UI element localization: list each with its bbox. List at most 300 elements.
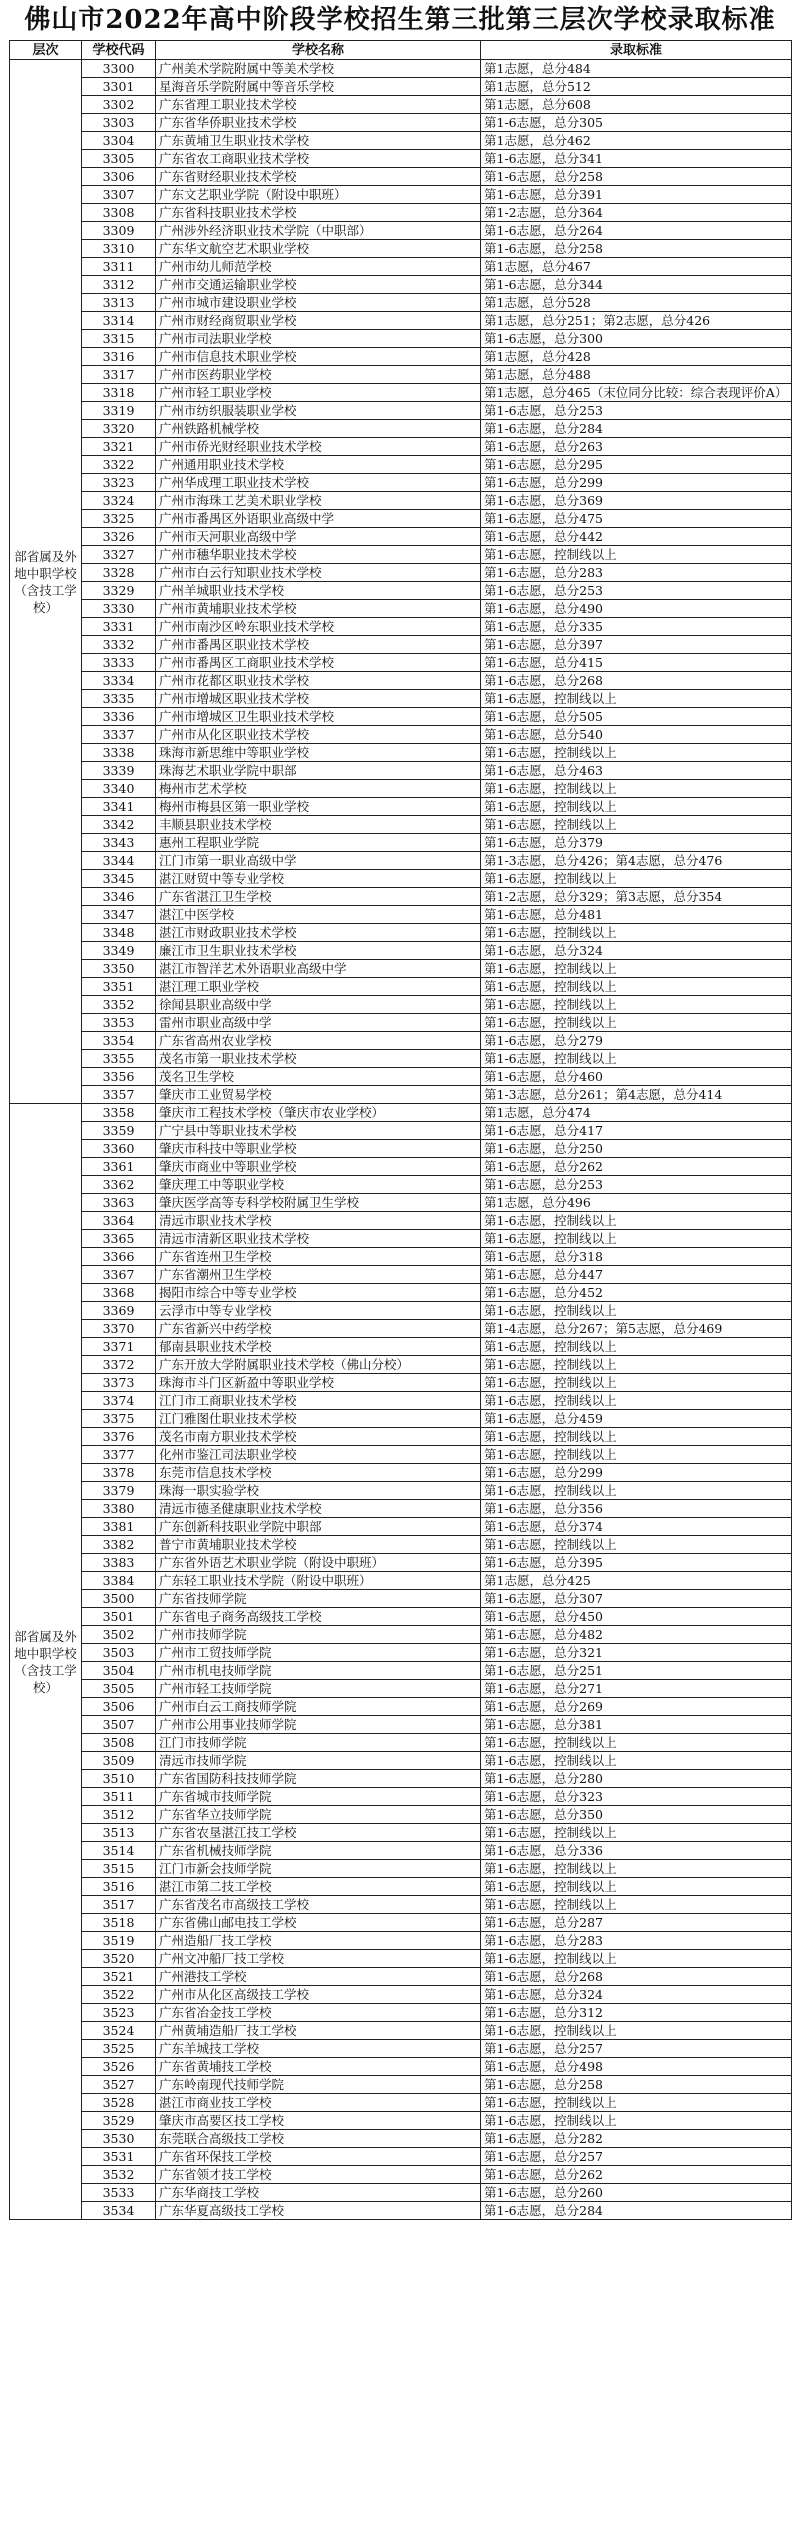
admission-standard: 第1-6志愿，总分463	[481, 762, 792, 780]
school-name: 清远市清新区职业技术学校	[156, 1230, 481, 1248]
school-code: 3373	[82, 1374, 156, 1392]
school-code: 3322	[82, 456, 156, 474]
table-row	[10, 1824, 792, 1842]
school-code: 3300	[82, 60, 156, 78]
school-name: 广州市增城区职业技术学校	[156, 690, 481, 708]
table-row	[10, 1878, 792, 1896]
school-name: 广州黄埔造船厂技工学校	[156, 2022, 481, 2040]
admission-table	[9, 40, 792, 2220]
admission-standard: 第1-6志愿，总分505	[481, 708, 792, 726]
school-code: 3344	[82, 852, 156, 870]
admission-standard: 第1-6志愿，总分268	[481, 1968, 792, 1986]
admission-standard: 第1-6志愿，控制线以上	[481, 870, 792, 888]
school-name: 广州港技工学校	[156, 1968, 481, 1986]
table-row	[10, 1518, 792, 1536]
school-name: 广州市花都区职业技术学校	[156, 672, 481, 690]
school-code: 3356	[82, 1068, 156, 1086]
school-name: 广州文冲船厂技工学校	[156, 1950, 481, 1968]
school-name: 广州市海珠工艺美术职业学校	[156, 492, 481, 510]
admission-standard: 第1-6志愿，总分344	[481, 276, 792, 294]
school-code: 3381	[82, 1518, 156, 1536]
school-code: 3372	[82, 1356, 156, 1374]
school-code: 3307	[82, 186, 156, 204]
school-code: 3376	[82, 1428, 156, 1446]
table-row	[10, 762, 792, 780]
admission-standard: 第1-6志愿，控制线以上	[481, 1230, 792, 1248]
admission-standard: 第1-6志愿，总分257	[481, 2148, 792, 2166]
school-code: 3319	[82, 402, 156, 420]
school-code: 3331	[82, 618, 156, 636]
school-name: 广东省理工职业技术学校	[156, 96, 481, 114]
table-row	[10, 1626, 792, 1644]
school-code: 3375	[82, 1410, 156, 1428]
table-row	[10, 1914, 792, 1932]
school-code: 3370	[82, 1320, 156, 1338]
table-row	[10, 150, 792, 168]
school-name: 广州市机电技师学院	[156, 1662, 481, 1680]
school-code: 3368	[82, 1284, 156, 1302]
admission-standard: 第1-6志愿，总分450	[481, 1608, 792, 1626]
school-code: 3511	[82, 1788, 156, 1806]
table-row	[10, 1734, 792, 1752]
school-name: 广东羊城技工学校	[156, 2040, 481, 2058]
school-name: 湛江市财政职业技术学校	[156, 924, 481, 942]
admission-standard: 第1-6志愿，总分335	[481, 618, 792, 636]
school-code: 3339	[82, 762, 156, 780]
school-name: 雷州市职业高级中学	[156, 1014, 481, 1032]
table-row	[10, 978, 792, 996]
school-name: 广东省电子商务高级技工学校	[156, 1608, 481, 1626]
admission-standard: 第1-6志愿，总分264	[481, 222, 792, 240]
admission-standard: 第1-6志愿，控制线以上	[481, 1446, 792, 1464]
admission-standard: 第1-6志愿，控制线以上	[481, 1302, 792, 1320]
table-row	[10, 672, 792, 690]
school-code: 3326	[82, 528, 156, 546]
school-name: 星海音乐学院附属中等音乐学校	[156, 78, 481, 96]
admission-standard: 第1-6志愿，总分305	[481, 114, 792, 132]
admission-standard: 第1-6志愿，总分481	[481, 906, 792, 924]
table-row	[10, 942, 792, 960]
admission-standard: 第1-6志愿，控制线以上	[481, 1824, 792, 1842]
school-code: 3337	[82, 726, 156, 744]
school-code: 3367	[82, 1266, 156, 1284]
school-code: 3330	[82, 600, 156, 618]
admission-standard: 第1-6志愿，控制线以上	[481, 1482, 792, 1500]
school-name: 广州市侨光财经职业技术学校	[156, 438, 481, 456]
school-name: 茂名市南方职业技术学校	[156, 1428, 481, 1446]
table-row	[10, 330, 792, 348]
table-row	[10, 1644, 792, 1662]
table-row	[10, 1014, 792, 1032]
school-name: 广州通用职业技术学校	[156, 456, 481, 474]
admission-standard: 第1-3志愿，总分261；第4志愿，总分414	[481, 1086, 792, 1104]
school-name: 广东岭南现代技师学院	[156, 2076, 481, 2094]
school-name: 广东华商技工学校	[156, 2184, 481, 2202]
school-name: 清远市德圣健康职业技术学校	[156, 1500, 481, 1518]
admission-standard: 第1-6志愿，总分271	[481, 1680, 792, 1698]
table-row	[10, 2202, 792, 2220]
school-name: 肇庆市科技中等职业学校	[156, 1140, 481, 1158]
school-name: 广东省领才技工学校	[156, 2166, 481, 2184]
school-name: 广东省外语艺术职业学院（附设中职班）	[156, 1554, 481, 1572]
school-name: 江门雅图仕职业技术学校	[156, 1410, 481, 1428]
school-name: 云浮市中等专业学校	[156, 1302, 481, 1320]
admission-standard: 第1-6志愿，总分498	[481, 2058, 792, 2076]
school-code: 3304	[82, 132, 156, 150]
admission-standard: 第1-6志愿，总分350	[481, 1806, 792, 1824]
school-code: 3358	[82, 1104, 156, 1122]
admission-standard: 第1-6志愿，控制线以上	[481, 2094, 792, 2112]
school-name: 广州市幼儿师范学校	[156, 258, 481, 276]
admission-standard: 第1-6志愿，总分369	[481, 492, 792, 510]
table-row	[10, 1338, 792, 1356]
school-name: 广州市南沙区岭东职业技术学校	[156, 618, 481, 636]
admission-standard: 第1-6志愿，总分324	[481, 1986, 792, 2004]
admission-standard: 第1-6志愿，总分381	[481, 1716, 792, 1734]
school-name: 广州市白云工商技师学院	[156, 1698, 481, 1716]
table-row	[10, 60, 792, 78]
school-name: 茂名市第一职业技术学校	[156, 1050, 481, 1068]
document-title: 佛山市2022年高中阶段学校招生第三批第三层次学校录取标准	[24, 5, 776, 35]
school-code: 3510	[82, 1770, 156, 1788]
table-row	[10, 600, 792, 618]
table-row	[10, 312, 792, 330]
school-name: 广东华夏高级技工学校	[156, 2202, 481, 2220]
table-row	[10, 2022, 792, 2040]
school-name: 肇庆市商业中等职业学校	[156, 1158, 481, 1176]
school-code: 3314	[82, 312, 156, 330]
admission-standard: 第1-6志愿，总分283	[481, 564, 792, 582]
school-code: 3509	[82, 1752, 156, 1770]
school-code: 3515	[82, 1860, 156, 1878]
table-row	[10, 132, 792, 150]
school-code: 3533	[82, 2184, 156, 2202]
admission-standard: 第1-6志愿，总分257	[481, 2040, 792, 2058]
admission-standard: 第1-6志愿，总分417	[481, 1122, 792, 1140]
admission-standard: 第1-4志愿，总分267；第5志愿，总分469	[481, 1320, 792, 1338]
school-code: 3531	[82, 2148, 156, 2166]
admission-standard: 第1志愿，总分428	[481, 348, 792, 366]
admission-standard: 第1-6志愿，总分284	[481, 420, 792, 438]
admission-standard: 第1-6志愿，总分460	[481, 1068, 792, 1086]
admission-standard: 第1-6志愿，总分295	[481, 456, 792, 474]
school-name: 广东创新科技职业学院中职部	[156, 1518, 481, 1536]
table-row	[10, 1230, 792, 1248]
admission-standard: 第1-6志愿，控制线以上	[481, 1356, 792, 1374]
table-body	[10, 60, 792, 2220]
school-code: 3528	[82, 2094, 156, 2112]
admission-standard: 第1-6志愿，总分391	[481, 186, 792, 204]
admission-standard: 第1-6志愿，控制线以上	[481, 1392, 792, 1410]
school-name: 广东省潮州卫生学校	[156, 1266, 481, 1284]
school-name: 清远市职业技术学校	[156, 1212, 481, 1230]
admission-standard: 第1-6志愿，控制线以上	[481, 1896, 792, 1914]
table-row	[10, 906, 792, 924]
school-code: 3336	[82, 708, 156, 726]
admission-standard: 第1-6志愿，总分482	[481, 1626, 792, 1644]
school-code: 3352	[82, 996, 156, 1014]
school-code: 3309	[82, 222, 156, 240]
school-code: 3323	[82, 474, 156, 492]
school-name: 广东省环保技工学校	[156, 2148, 481, 2166]
school-code: 3341	[82, 798, 156, 816]
school-name: 广州市公用事业技师学院	[156, 1716, 481, 1734]
table-row	[10, 258, 792, 276]
table-row	[10, 240, 792, 258]
table-row	[10, 294, 792, 312]
school-code: 3523	[82, 2004, 156, 2022]
admission-standard: 第1-6志愿，总分251	[481, 1662, 792, 1680]
school-code: 3363	[82, 1194, 156, 1212]
table-row	[10, 366, 792, 384]
admission-standard: 第1-6志愿，控制线以上	[481, 798, 792, 816]
school-name: 珠海一职实验学校	[156, 1482, 481, 1500]
school-code: 3351	[82, 978, 156, 996]
admission-standard: 第1-6志愿，控制线以上	[481, 1428, 792, 1446]
table-row	[10, 1932, 792, 1950]
school-name: 化州市鉴江司法职业学校	[156, 1446, 481, 1464]
school-name: 湛江市智洋艺术外语职业高级中学	[156, 960, 481, 978]
school-code: 3301	[82, 78, 156, 96]
school-code: 3379	[82, 1482, 156, 1500]
table-row	[10, 798, 792, 816]
table-row	[10, 744, 792, 762]
school-code: 3338	[82, 744, 156, 762]
table-row	[10, 114, 792, 132]
school-name: 广州华成理工职业技术学校	[156, 474, 481, 492]
table-row	[10, 1212, 792, 1230]
admission-standard: 第1志愿，总分462	[481, 132, 792, 150]
table-row	[10, 924, 792, 942]
school-code: 3350	[82, 960, 156, 978]
table-row	[10, 618, 792, 636]
school-name: 揭阳市综合中等专业学校	[156, 1284, 481, 1302]
school-name: 肇庆市工业贸易学校	[156, 1086, 481, 1104]
school-code: 3507	[82, 1716, 156, 1734]
admission-standard: 第1-6志愿，控制线以上	[481, 1014, 792, 1032]
table-row	[10, 1194, 792, 1212]
school-name: 江门市第一职业高级中学	[156, 852, 481, 870]
school-code: 3320	[82, 420, 156, 438]
admission-standard: 第1-6志愿，总分299	[481, 1464, 792, 1482]
school-code: 3302	[82, 96, 156, 114]
table-row	[10, 1788, 792, 1806]
category-cell: 部省属及外地中职学校（含技工学校）	[10, 60, 82, 1104]
school-code: 3316	[82, 348, 156, 366]
school-code: 3504	[82, 1662, 156, 1680]
admission-standard: 第1-6志愿，控制线以上	[481, 2022, 792, 2040]
table-row	[10, 2094, 792, 2112]
school-code: 3311	[82, 258, 156, 276]
admission-standard: 第1-6志愿，总分318	[481, 1248, 792, 1266]
admission-standard: 第1志愿，总分528	[481, 294, 792, 312]
school-name: 广州市天河职业高级中学	[156, 528, 481, 546]
school-code: 3377	[82, 1446, 156, 1464]
admission-standard: 第1-6志愿，控制线以上	[481, 996, 792, 1014]
admission-standard: 第1-6志愿，总分324	[481, 942, 792, 960]
school-name: 广州市从化区高级技工学校	[156, 1986, 481, 2004]
school-name: 江门市工商职业技术学校	[156, 1392, 481, 1410]
admission-standard: 第1-6志愿，总分262	[481, 1158, 792, 1176]
table-row	[10, 1716, 792, 1734]
school-name: 广东省农工商职业技术学校	[156, 150, 481, 168]
table-row	[10, 1770, 792, 1788]
admission-standard: 第1-6志愿，控制线以上	[481, 1050, 792, 1068]
admission-standard: 第1志愿，总分496	[481, 1194, 792, 1212]
school-name: 徐闻县职业高级中学	[156, 996, 481, 1014]
header-code: 学校代码	[82, 41, 156, 60]
table-row	[10, 960, 792, 978]
admission-standard: 第1-6志愿，总分447	[481, 1266, 792, 1284]
school-name: 郁南县职业技术学校	[156, 1338, 481, 1356]
school-code: 3325	[82, 510, 156, 528]
school-name: 普宁市黄埔职业技术学校	[156, 1536, 481, 1554]
admission-standard: 第1-6志愿，总分356	[481, 1500, 792, 1518]
table-row	[10, 816, 792, 834]
school-code: 3500	[82, 1590, 156, 1608]
admission-standard: 第1志愿，总分474	[481, 1104, 792, 1122]
admission-standard: 第1-6志愿，总分258	[481, 168, 792, 186]
table-row	[10, 654, 792, 672]
school-code: 3353	[82, 1014, 156, 1032]
school-code: 3334	[82, 672, 156, 690]
school-name: 广州铁路机械学校	[156, 420, 481, 438]
admission-standard: 第1-6志愿，总分250	[481, 1140, 792, 1158]
table-row	[10, 1590, 792, 1608]
table-row	[10, 1698, 792, 1716]
table-row	[10, 1410, 792, 1428]
school-code: 3362	[82, 1176, 156, 1194]
table-row	[10, 1968, 792, 1986]
admission-standard: 第1-6志愿，总分374	[481, 1518, 792, 1536]
school-code: 3361	[82, 1158, 156, 1176]
school-name: 清远市技师学院	[156, 1752, 481, 1770]
admission-standard: 第1志愿，总分251；第2志愿，总分426	[481, 312, 792, 330]
table-row	[10, 1500, 792, 1518]
admission-standard: 第1-6志愿，总分397	[481, 636, 792, 654]
table-row	[10, 438, 792, 456]
school-name: 惠州工程职业学院	[156, 834, 481, 852]
table-row	[10, 402, 792, 420]
table-row	[10, 1158, 792, 1176]
admission-standard: 第1-6志愿，总分442	[481, 528, 792, 546]
table-row	[10, 510, 792, 528]
school-name: 广州造船厂技工学校	[156, 1932, 481, 1950]
school-name: 珠海市斗门区新盈中等职业学校	[156, 1374, 481, 1392]
admission-standard: 第1-6志愿，总分284	[481, 2202, 792, 2220]
table-row	[10, 2166, 792, 2184]
school-name: 东莞联合高级技工学校	[156, 2130, 481, 2148]
admission-standard: 第1志愿，总分484	[481, 60, 792, 78]
school-code: 3526	[82, 2058, 156, 2076]
school-name: 珠海市新思维中等职业学校	[156, 744, 481, 762]
admission-standard: 第1-6志愿，控制线以上	[481, 1212, 792, 1230]
table-row	[10, 690, 792, 708]
school-code: 3312	[82, 276, 156, 294]
school-code: 3357	[82, 1086, 156, 1104]
document-sheet	[9, 0, 791, 2220]
table-row	[10, 1752, 792, 1770]
school-code: 3380	[82, 1500, 156, 1518]
school-name: 广东省科技职业技术学校	[156, 204, 481, 222]
table-row	[10, 1104, 792, 1122]
admission-standard: 第1-6志愿，总分262	[481, 2166, 792, 2184]
table-row	[10, 888, 792, 906]
category-cell: 部省属及外地中职学校（含技工学校）	[10, 1104, 82, 2220]
table-row	[10, 2112, 792, 2130]
school-name: 广东省湛江卫生学校	[156, 888, 481, 906]
school-code: 3524	[82, 2022, 156, 2040]
table-row	[10, 1896, 792, 1914]
table-row	[10, 726, 792, 744]
table-row	[10, 384, 792, 402]
school-name: 广东省黄埔技工学校	[156, 2058, 481, 2076]
school-name: 广州美术学院附属中等美术学校	[156, 60, 481, 78]
school-code: 3315	[82, 330, 156, 348]
admission-standard: 第1志愿，总分488	[481, 366, 792, 384]
admission-standard: 第1-6志愿，控制线以上	[481, 924, 792, 942]
school-code: 3530	[82, 2130, 156, 2148]
admission-standard: 第1-6志愿，总分341	[481, 150, 792, 168]
table-row	[10, 474, 792, 492]
school-code: 3383	[82, 1554, 156, 1572]
admission-standard: 第1-6志愿，总分282	[481, 2130, 792, 2148]
header-row	[10, 41, 792, 60]
school-name: 湛江财贸中等专业学校	[156, 870, 481, 888]
school-name: 广东省城市技师学院	[156, 1788, 481, 1806]
admission-standard: 第1-6志愿，总分300	[481, 330, 792, 348]
school-code: 3371	[82, 1338, 156, 1356]
table-row	[10, 1482, 792, 1500]
school-name: 广州市城市建设职业学校	[156, 294, 481, 312]
school-name: 广州市纺织服装职业学校	[156, 402, 481, 420]
school-code: 3332	[82, 636, 156, 654]
admission-standard: 第1-6志愿，控制线以上	[481, 1734, 792, 1752]
admission-standard: 第1-6志愿，总分280	[481, 1770, 792, 1788]
school-code: 3501	[82, 1608, 156, 1626]
school-name: 广东省财经职业技术学校	[156, 168, 481, 186]
table-row	[10, 1248, 792, 1266]
school-name: 江门市新会技师学院	[156, 1860, 481, 1878]
admission-standard: 第1-6志愿，总分540	[481, 726, 792, 744]
school-name: 肇庆市工程技术学校（肇庆市农业学校）	[156, 1104, 481, 1122]
admission-standard: 第1-6志愿，总分260	[481, 2184, 792, 2202]
school-name: 梅州市梅县区第一职业学校	[156, 798, 481, 816]
table-row	[10, 96, 792, 114]
admission-standard: 第1-6志愿，控制线以上	[481, 816, 792, 834]
school-name: 肇庆医学高等专科学校附属卫生学校	[156, 1194, 481, 1212]
school-name: 湛江中医学校	[156, 906, 481, 924]
table-row	[10, 996, 792, 1014]
admission-standard: 第1志愿，总分512	[481, 78, 792, 96]
school-code: 3340	[82, 780, 156, 798]
school-name: 江门市技师学院	[156, 1734, 481, 1752]
table-row	[10, 1662, 792, 1680]
school-name: 丰顺县职业技术学校	[156, 816, 481, 834]
table-row	[10, 168, 792, 186]
school-code: 3313	[82, 294, 156, 312]
school-name: 肇庆市高要区技工学校	[156, 2112, 481, 2130]
school-code: 3349	[82, 942, 156, 960]
table-row	[10, 348, 792, 366]
admission-standard: 第1志愿，总分467	[481, 258, 792, 276]
school-code: 3308	[82, 204, 156, 222]
admission-standard: 第1-6志愿，控制线以上	[481, 690, 792, 708]
table-row	[10, 420, 792, 438]
school-code: 3306	[82, 168, 156, 186]
school-name: 广东省新兴中药学校	[156, 1320, 481, 1338]
school-code: 3374	[82, 1392, 156, 1410]
